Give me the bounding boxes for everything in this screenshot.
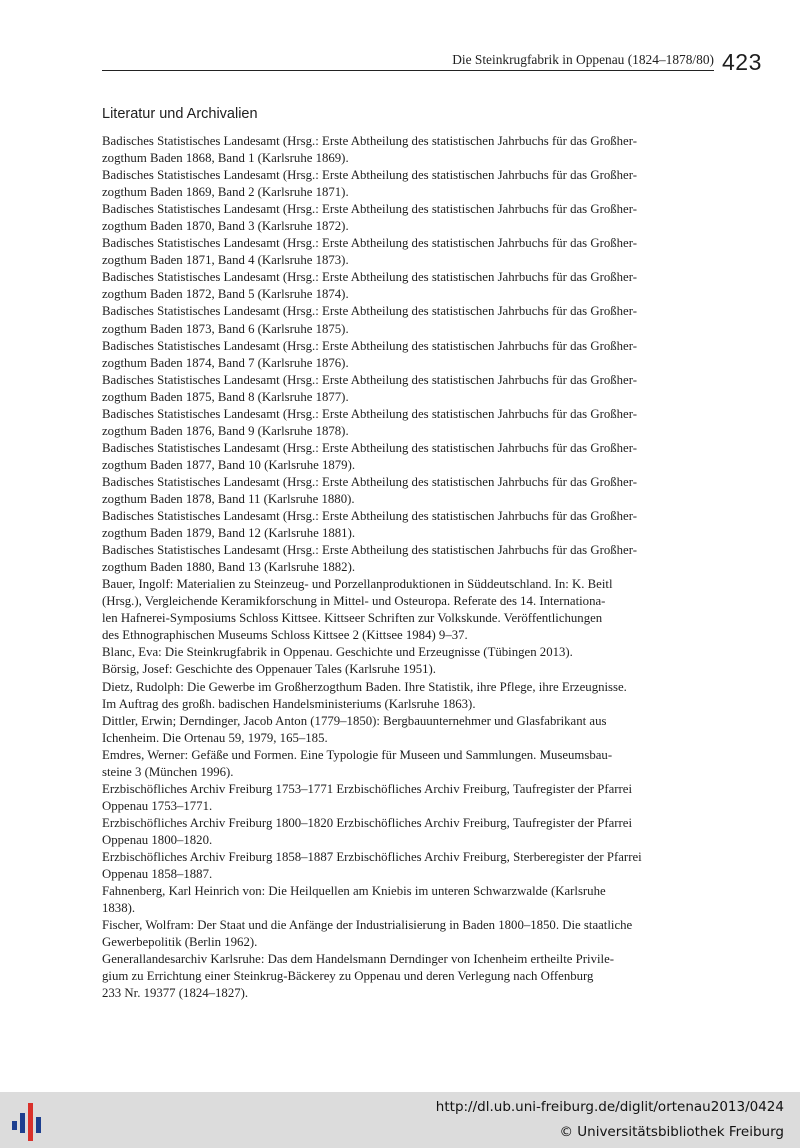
reference-entry [102,917,708,951]
reference-line: zogthum Baden 1870, Band 3 (Karlsruhe 1872). [102,219,349,234]
reference-line: Badisches Statistisches Landesamt (Hrsg.: Erste Abtheilung des statistischen Jahrbuchs für das Großher- [102,202,637,217]
reference-line: zogthum Baden 1872, Band 5 (Karlsruhe 1874). [102,287,349,302]
reference-line: Erzbischöfliches Archiv Freiburg 1753–1771 Erzbischöfliches Archiv Freiburg, Taufregister der Pfarrei [102,781,633,796]
reference-line: Badisches Statistisches Landesamt (Hrsg.: Erste Abtheilung des statistischen Jahrbuchs für das Großher- [102,134,637,148]
reference-line: zogthum Baden 1879, Band 12 (Karlsruhe 1881). [102,526,356,541]
reference-entry [102,644,708,661]
copyright-notice: © Universitätsbibliothek Freiburg [559,1124,784,1140]
reference-line: zogthum Baden 1868, Band 1 (Karlsruhe 1869). [102,151,349,166]
reference-entry [102,781,708,815]
reference-line: Bauer, Ingolf: Materialien zu Steinzeug- und Porzellanproduktionen in Süddeutschland. In: K. Beitl [102,577,613,592]
reference-entry [102,576,708,644]
reference-line: zogthum Baden 1876, Band 9 (Karlsruhe 1878). [102,423,349,438]
reference-line: des Ethnographischen Museums Schloss Kittsee 2 (Kittsee 1984) 9–37. [102,628,468,643]
reference-line: Badisches Statistisches Landesamt (Hrsg.: Erste Abtheilung des statistischen Jahrbuchs für das Großher- [102,168,637,183]
reference-entry [102,338,708,372]
reference-line: len Hafnerei-Symposiums Schloss Kittsee. Kittseer Schriften zur Volkskunde. Veröffentlichungen [102,611,603,626]
reference-line: Badisches Statistisches Landesamt (Hrsg.: Erste Abtheilung des statistischen Jahrbuchs für das Großher- [102,406,637,421]
reference-list [102,133,708,1002]
reference-line: Badisches Statistisches Landesamt (Hrsg.: Erste Abtheilung des statistischen Jahrbuchs für das Großher- [102,543,637,558]
reference-entry [102,747,708,781]
reference-line: Badisches Statistisches Landesamt (Hrsg.: Erste Abtheilung des statistischen Jahrbuchs für das Großher- [102,270,637,285]
reference-line: zogthum Baden 1871, Band 4 (Karlsruhe 1873). [102,253,349,268]
reference-entry [102,661,708,678]
reference-entry [102,235,708,269]
reference-entry [102,883,708,917]
reference-line: Oppenau 1753–1771. [102,798,213,813]
reference-line: Oppenau 1800–1820. [102,832,213,847]
page-number: 423 [722,49,762,75]
reference-entry [102,508,708,542]
reference-line: Oppenau 1858–1887. [102,867,213,882]
reference-line: zogthum Baden 1875, Band 8 (Karlsruhe 1877). [102,389,349,404]
reference-line: Dittler, Erwin; Derndinger, Jacob Anton (1779–1850): Bergbauunternehmer und Glasfabrikant aus [102,713,607,728]
reference-entry [102,303,708,337]
reference-line: Emdres, Werner: Gefäße und Formen. Eine Typologie für Museen und Sammlungen. Museumsbau- [102,747,613,762]
reference-entry [102,849,708,883]
reference-line: Badisches Statistisches Landesamt (Hrsg.: Erste Abtheilung des statistischen Jahrbuchs für das Großher- [102,372,637,387]
reference-line: zogthum Baden 1869, Band 2 (Karlsruhe 1871). [102,185,349,200]
reference-entry [102,372,708,406]
reference-line: Badisches Statistisches Landesamt (Hrsg.: Erste Abtheilung des statistischen Jahrbuchs für das Großher- [102,236,637,251]
reference-line: Generallandesarchiv Karlsruhe: Das dem Handelsmann Derndinger von Ichenheim ertheilte Privile- [102,952,615,967]
reference-line: Erzbischöfliches Archiv Freiburg 1858–1887 Erzbischöfliches Archiv Freiburg, Sterberegister der Pfarrei [102,849,642,864]
reference-entry [102,167,708,201]
reference-line: zogthum Baden 1874, Band 7 (Karlsruhe 1876). [102,355,349,370]
ub-freiburg-logo-icon[interactable] [10,1099,46,1145]
footer-bar [0,1092,800,1148]
reference-entry [102,406,708,440]
reference-line: Dietz, Rudolph: Die Gewerbe im Großherzogthum Baden. Ihre Statistik, ihre Pflege, ihre Erzeugnisse. [102,679,627,694]
reference-entry [102,542,708,576]
reference-entry [102,133,708,167]
reference-entry [102,269,708,303]
reference-entry [102,440,708,474]
reference-line: zogthum Baden 1873, Band 6 (Karlsruhe 1875). [102,321,349,336]
section-title: Literatur und Archivalien [102,106,258,122]
reference-line: Badisches Statistisches Landesamt (Hrsg.: Erste Abtheilung des statistischen Jahrbuchs für das Großher- [102,509,637,524]
reference-line: Im Auftrag des großh. badischen Handelsministeriums (Karlsruhe 1863). [102,696,476,711]
header-rule [102,70,714,71]
reference-entry [102,713,708,747]
reference-entry [102,679,708,713]
reference-line: Badisches Statistisches Landesamt (Hrsg.: Erste Abtheilung des statistischen Jahrbuchs für das Großher- [102,474,637,489]
reference-line: (Hrsg.), Vergleichende Keramikforschung in Mittel- und Osteuropa. Referate des 14. Internationa- [102,594,606,609]
reference-line: Blanc, Eva: Die Steinkrugfabrik in Oppenau. Geschichte und Erzeugnisse (Tübingen 2013). [102,645,573,660]
reference-line: Badisches Statistisches Landesamt (Hrsg.: Erste Abtheilung des statistischen Jahrbuchs für das Großher- [102,338,637,353]
reference-line: 233 Nr. 19377 (1824–1827). [102,986,249,1001]
reference-line: Badisches Statistisches Landesamt (Hrsg.: Erste Abtheilung des statistischen Jahrbuchs für das Großher- [102,304,637,319]
reference-line: 1838). [102,901,136,916]
source-url[interactable]: http://dl.ub.uni-freiburg.de/diglit/ortenau2013/0424 [435,1099,784,1115]
reference-line: Erzbischöfliches Archiv Freiburg 1800–1820 Erzbischöfliches Archiv Freiburg, Taufregister der Pfarrei [102,815,633,830]
running-head: Die Steinkrugfabrik in Oppenau (1824–1878/80) [452,52,714,67]
reference-line: Fischer, Wolfram: Der Staat und die Anfänge der Industrialisierung in Baden 1800–1850. Die staatliche [102,918,633,933]
reference-line: Fahnenberg, Karl Heinrich von: Die Heilquellen am Kniebis im unteren Schwarzwalde (Karlsruhe [102,884,606,899]
reference-line: Badisches Statistisches Landesamt (Hrsg.: Erste Abtheilung des statistischen Jahrbuchs für das Großher- [102,440,637,455]
reference-line: Gewerbepolitik (Berlin 1962). [102,935,258,950]
reference-line: zogthum Baden 1877, Band 10 (Karlsruhe 1879). [102,457,356,472]
reference-line: steine 3 (München 1996). [102,764,234,779]
reference-entry [102,474,708,508]
reference-entry [102,951,708,1002]
reference-entry [102,201,708,235]
reference-line: Ichenheim. Die Ortenau 59, 1979, 165–185. [102,730,328,745]
reference-line: Börsig, Josef: Geschichte des Oppenauer Tales (Karlsruhe 1951). [102,662,436,677]
reference-line: zogthum Baden 1878, Band 11 (Karlsruhe 1880). [102,491,355,506]
reference-line: gium zu Errichtung einer Steinkrug-Bäckerey zu Oppenau und deren Verlegung nach Offenburg [102,969,594,984]
reference-line: zogthum Baden 1880, Band 13 (Karlsruhe 1882). [102,560,356,575]
reference-entry [102,815,708,849]
